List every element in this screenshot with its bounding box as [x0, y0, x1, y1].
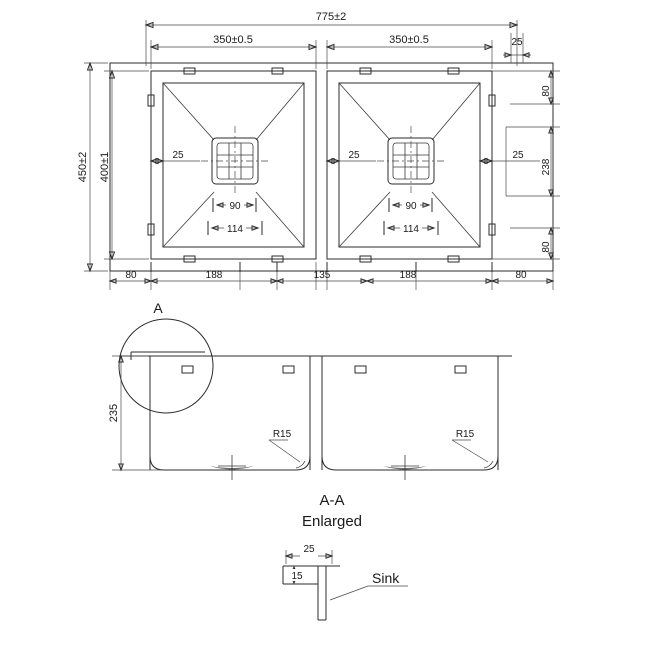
dim-right-inner-25-text: 25 — [348, 150, 360, 161]
radius-right-text: R15 — [455, 429, 475, 440]
section-label-aa: A-A — [319, 492, 345, 509]
dim-overall-width — [146, 20, 517, 66]
dim-left-bowl-width-text: 350±0.5 — [213, 34, 253, 46]
radius-leader-left — [269, 440, 305, 468]
dim-bottom-chain — [110, 262, 553, 290]
dim-left-drain-90-text: 90 — [229, 201, 241, 212]
section-view — [119, 352, 512, 480]
detail-callout-a-label: A — [153, 300, 163, 316]
dim-right-bowl-width-text: 350±0.5 — [389, 34, 429, 46]
dim-far-right-25 — [480, 159, 540, 164]
dim-far-right-25-text: 25 — [512, 150, 524, 161]
radius-leader-right — [452, 440, 493, 468]
enlarged-part-label: Sink — [372, 570, 400, 586]
radius-left-text: R15 — [272, 429, 292, 440]
dim-top-right-gap-text: 25 — [511, 37, 523, 48]
detail-callout-a — [119, 319, 213, 413]
dim-right-238-text: 238 — [541, 158, 552, 176]
top-view-outline — [110, 63, 553, 271]
dim-overall-width-text: 775±2 — [315, 11, 347, 23]
dim-right-upper-80-text: 80 — [541, 85, 552, 97]
dim-right-lower-80-text: 80 — [541, 241, 552, 253]
top-view-flange-marks — [110, 63, 553, 271]
section-label-enlarged: Enlarged — [301, 513, 363, 530]
dim-bottom-2-text: 188 — [205, 270, 223, 281]
dim-overall-height-text: 450±2 — [77, 151, 89, 183]
enlarged-width-text: 25 — [303, 544, 315, 555]
dim-left-drain-114-text: 114 — [227, 224, 243, 235]
dim-right-drain-90-text: 90 — [405, 201, 417, 212]
dim-left-inner-25-text: 25 — [172, 150, 184, 161]
dim-inner-height-text: 400±1 — [99, 151, 111, 183]
dim-bottom-1-text: 80 — [125, 270, 137, 281]
dim-bottom-5-text: 80 — [515, 270, 527, 281]
dim-bottom-4-text: 188 — [399, 270, 417, 281]
dim-bottom-3-text: 135 — [313, 270, 331, 281]
dim-right-drain-114-text: 114 — [403, 224, 419, 235]
dim-section-depth-text: 235 — [108, 403, 120, 423]
enlarged-height-text: 15 — [291, 571, 303, 582]
